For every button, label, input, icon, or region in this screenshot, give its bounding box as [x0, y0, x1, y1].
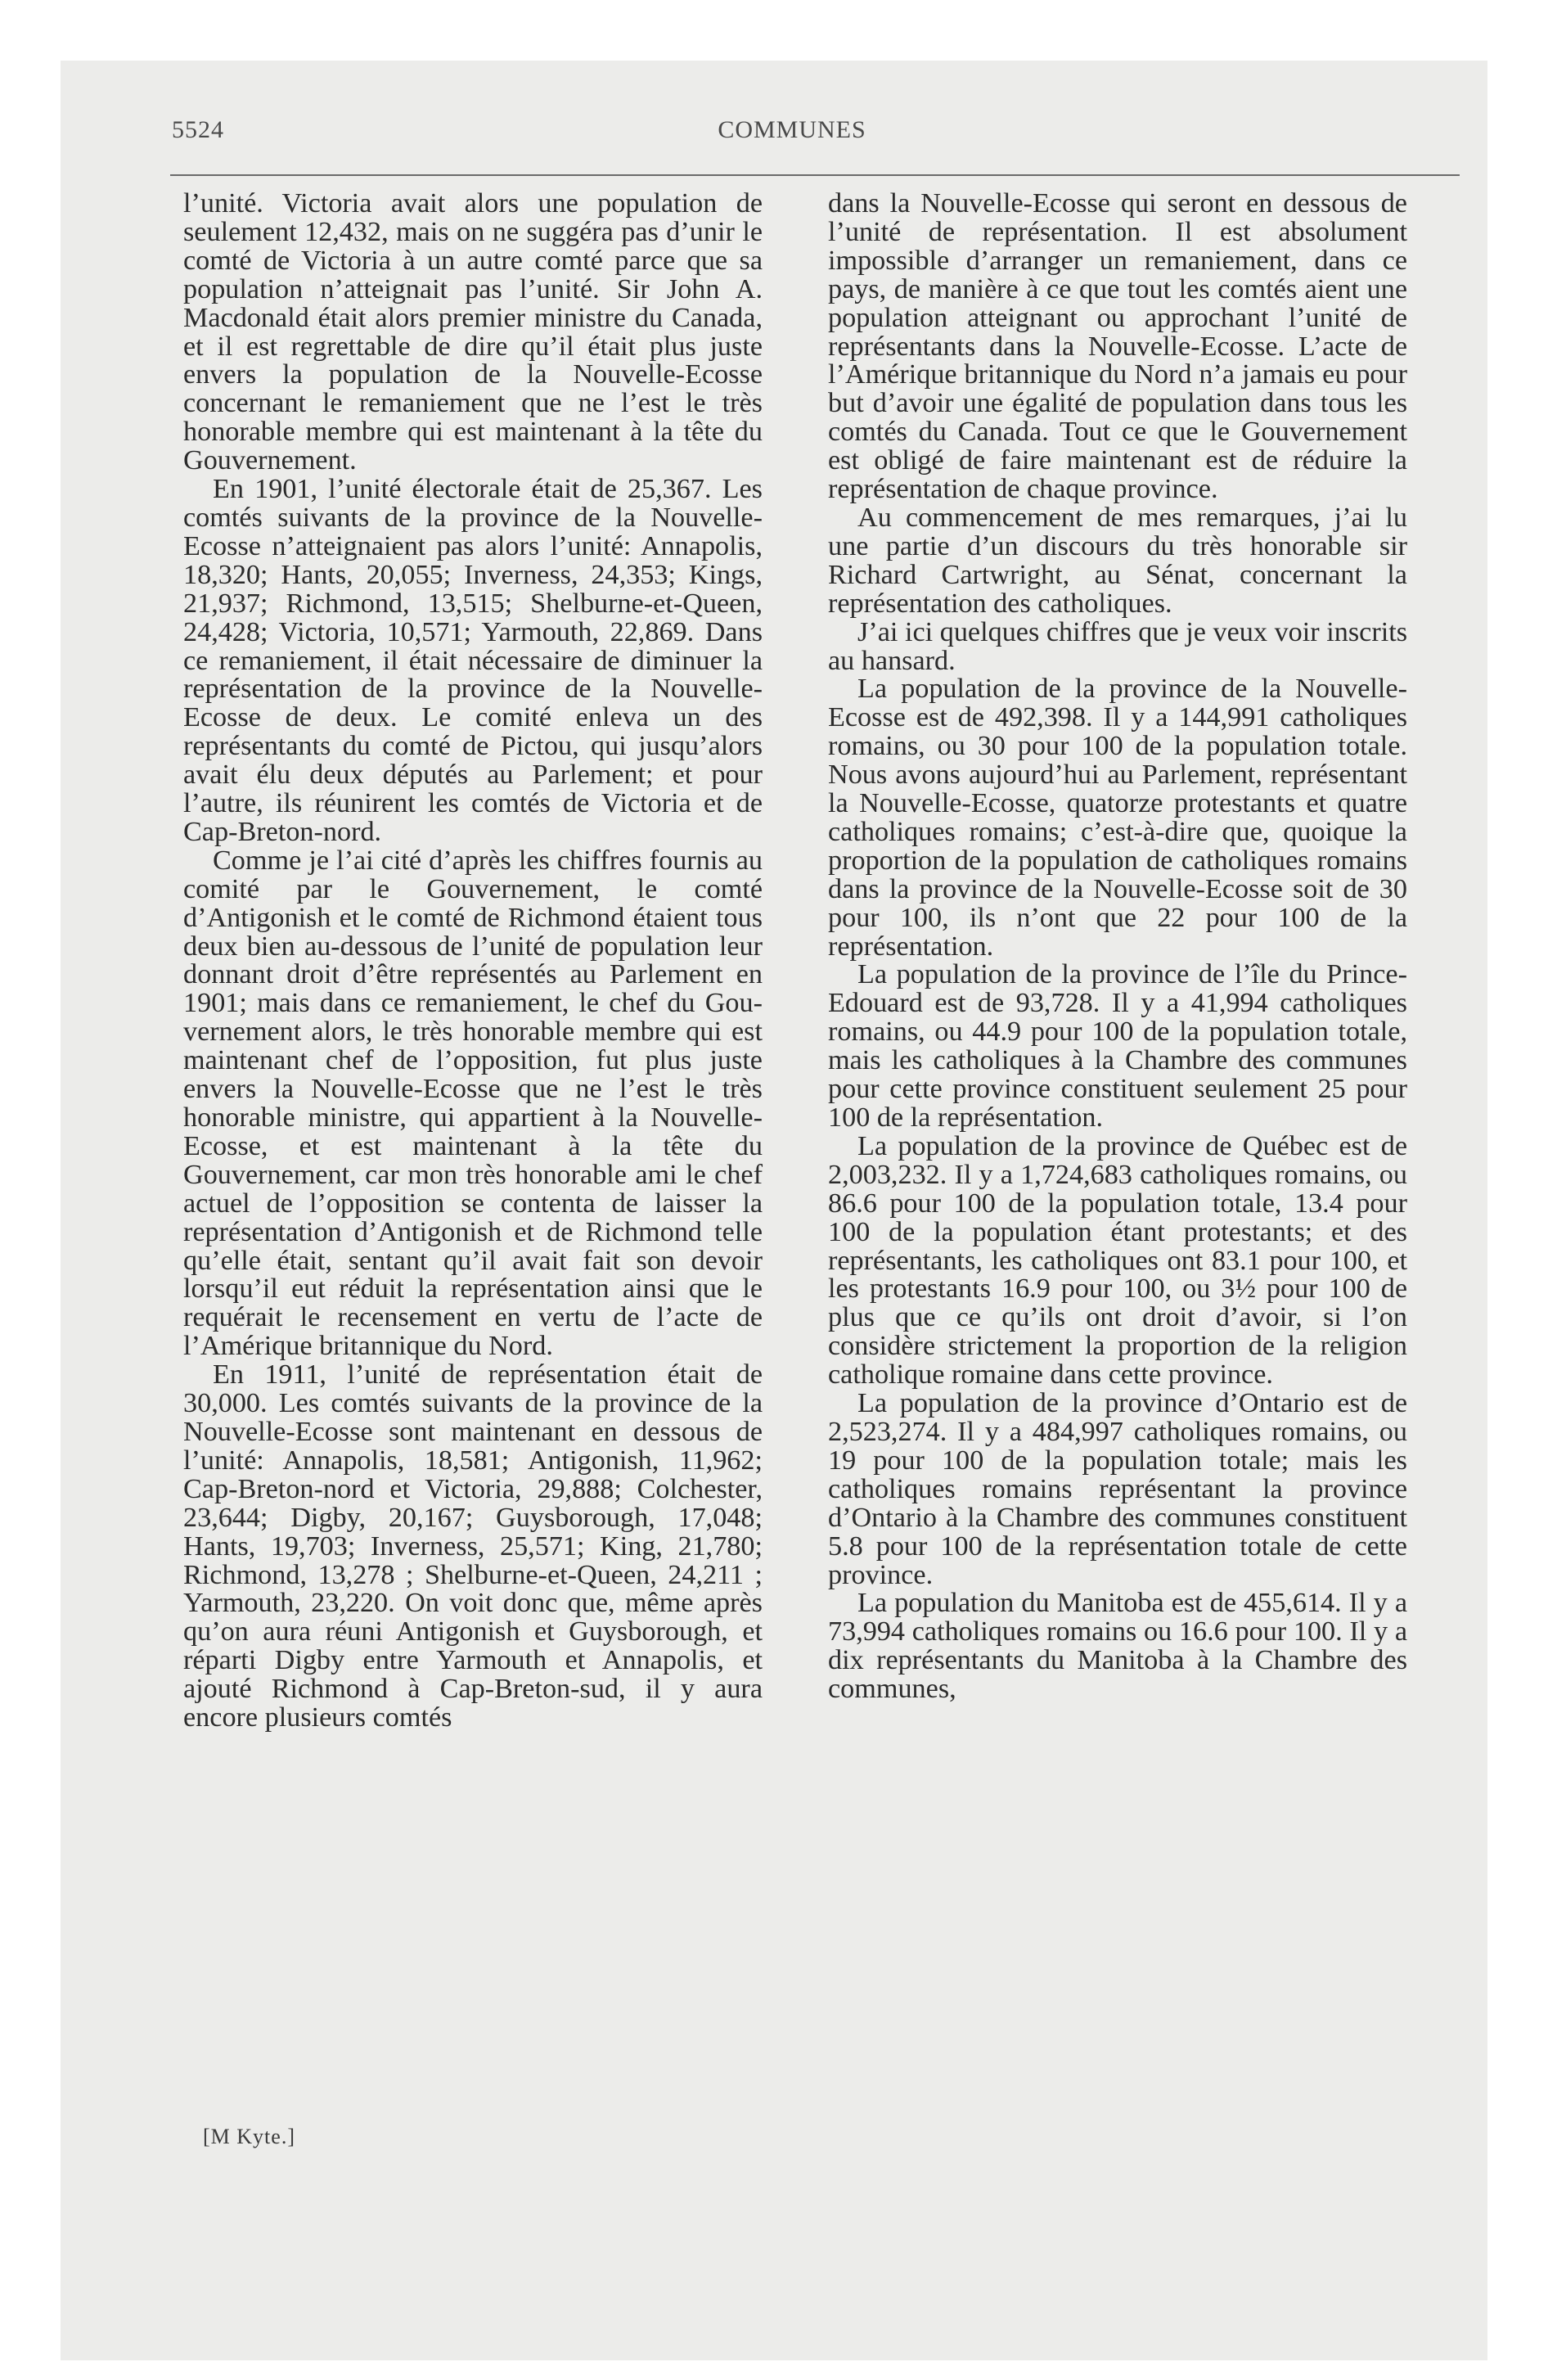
- paragraph: La population de la province d’Ontario est de 2,523,274. Il y a 484,997 catholiques romains, ou 19 pour 100 de la population totale; mais les catholiques romains représentant la province d’Ontario à la Chambre des communes constituent 5.8 pour 100 de la représentation totale de cette province.: [828, 1388, 1407, 1590]
- paragraph: La population du Manitoba est de 455,614. Il y a 73,994 catholiques romains ou 16.6 pour 100. Il y a dix représentants du Manitoba à la Chambre des communes,: [828, 1588, 1407, 1705]
- page-header: [131, 108, 1453, 141]
- speaker-attribution: [M Kyte.]: [203, 2125, 295, 2148]
- paragraph: l’unité. Victoria avait alors une population de seulement 12,432, mais on ne suggéra pas d’unir le comté de Victoria à un autre comté parce que sa population n’atteignait pas l’unité. Sir John A. Macdonald était alors premier ministre du Canada, et il est regrettable de dire qu’il était plus juste envers la population de la Nouvelle-Ecosse concernant le remaniement que ne l’est le très honorable membre qui est maintenant à la tête du Gouvernement.: [183, 188, 763, 476]
- paragraph: En 1901, l’unité électorale était de 25,367. Les comtés suivants de la province de la Nouvelle-Ecosse n’atteignaient pas alors l’unité: Annapolis, 18,320; Hants, 20,055; Inverness, 24,353; Kings, 21,937; Richmond, 13,515; Shelburne-et-Queen, 24,428; Victoria, 10,571; Yarmouth, 22,869. Dans ce remaniement, il était nécessaire de diminuer la représentation de la province de la Nouvelle-Ecosse de deux. Le comité enleva un des représentants du comté de Pictou, qui jusqu’alors avait élu deux députés au Parlement; et pour l’autre, ils réunirent les comtés de Victoria et de Cap-Breton-nord.: [183, 474, 763, 847]
- paragraph: La population de la province de l’île du Prince-Edouard est de 93,728. Il y a 41,994 catholiques romains, ou 44.9 pour 100 de la population totale, mais les catholiques à la Chambre des communes pour cette province constituent seulement 25 pour 100 de la représentation.: [828, 959, 1407, 1133]
- header-rule: [170, 174, 1460, 176]
- paragraph: J’ai ici quelques chiffres que je veux voir inscrits au hansard.: [828, 616, 1407, 676]
- paragraph: En 1911, l’unité de représentation était de 30,000. Les comtés suivants de la province de la Nouvelle-Ecosse sont maintenant en dessous de l’unité: Annapolis, 18,581; Antigonish, 11,962; Cap-Breton-nord et Victoria, 29,888; Colchester, 23,644; Digby, 20,167; Guysborough, 17,048; Hants, 19,703; Inverness, 25,571; King, 21,780; Richmond, 13,278 ; Shelburne-et-Queen, 24,211 ; Yarmouth, 23,220. On voit donc que, même après qu’on aura réuni Antigonish et Guysborough, et réparti Digby entre Yarmouth et Annapolis, et ajouté Richmond à Cap-Breton-sud, il y aura encore plusieurs comtés: [183, 1359, 763, 1733]
- paragraph: Au commencement de mes remarques, j’ai lu une partie d’un discours du très honorable sir Richard Cartwright, au Sénat, concernant la représentation des catholiques.: [828, 502, 1407, 619]
- paragraph: dans la Nouvelle-Ecosse qui seront en dessous de l’unité de représentation. Il est absolument impossible d’arranger un remaniement, dans ce pays, de manière à ce que tout les comtés aient une population atteignant ou approchant l’unité de représentants dans la Nouvelle-Ecosse. L’acte de l’Amérique britannique du Nord n’a jamais eu pour but d’avoir une égalité de population dans tous les comtés du Canada. Tout ce que le Gouvernement est obligé de faire maintenant est de réduire la représentation de chaque province.: [828, 188, 1407, 505]
- page-number: 5524: [172, 116, 224, 143]
- left-column: [183, 190, 763, 1733]
- paragraph: Comme je l’ai cité d’après les chiffres fournis au comité par le Gouvernement, le comté d’Antigonish et le comté de Richmond étaient tous deux bien au-dessous de l’unité de population leur donnant droit d’être représentés au Parlement en 1901; mais dans ce remaniement, le chef du Gouvernement alors, le très honorable membre qui est maintenant chef de l’opposition, fut plus juste envers la Nouvelle-Ecosse que ne l’est le très honorable ministre, qui appartient à la Nouvelle-Ecosse, et est maintenant à la tête du Gouvernement, car mon très honorable ami le chef actuel de l’opposition se contenta de laisser la représentation d’Antigonish et de Richmond telle qu’elle était, sentant qu’il avait fait son devoir lorsqu’il eut réduit la représentation ainsi que le requérait le recensement en vertu de l’acte de l’Amérique britannique du Nord.: [183, 845, 763, 1362]
- right-column: [828, 190, 1407, 1704]
- paragraph: La population de la province de la Nouvelle-Ecosse est de 492,398. Il y a 144,991 catholiques romains, ou 30 pour 100 de la population totale. Nous avons aujourd’hui au Parlement, représentant la Nouvelle-Ecosse, quatorze protestants et quatre catholiques romains; c’est-à-dire que, quoique la proportion de la population de catholiques romains dans la province de la Nouvelle-Ecosse soit de 30 pour 100, ils n’ont que 22 pour 100 de la représentation.: [828, 674, 1407, 962]
- running-title: COMMUNES: [718, 116, 866, 143]
- paragraph: La population de la province de Québec est de 2,003,232. Il y a 1,724,683 catholiques romains, ou 86.6 pour 100 de la population totale, 13.4 pour 100 de la population étant protestants; et des représentants, les catholiques ont 83.1 pour 100, et les protestants 16.9 pour 100, ou 3½ pour 100 de plus que ce qu’ils ont droit d’avoir, si l’on considère strictement la proportion de la religion catholique romaine dans cette province.: [828, 1130, 1407, 1391]
